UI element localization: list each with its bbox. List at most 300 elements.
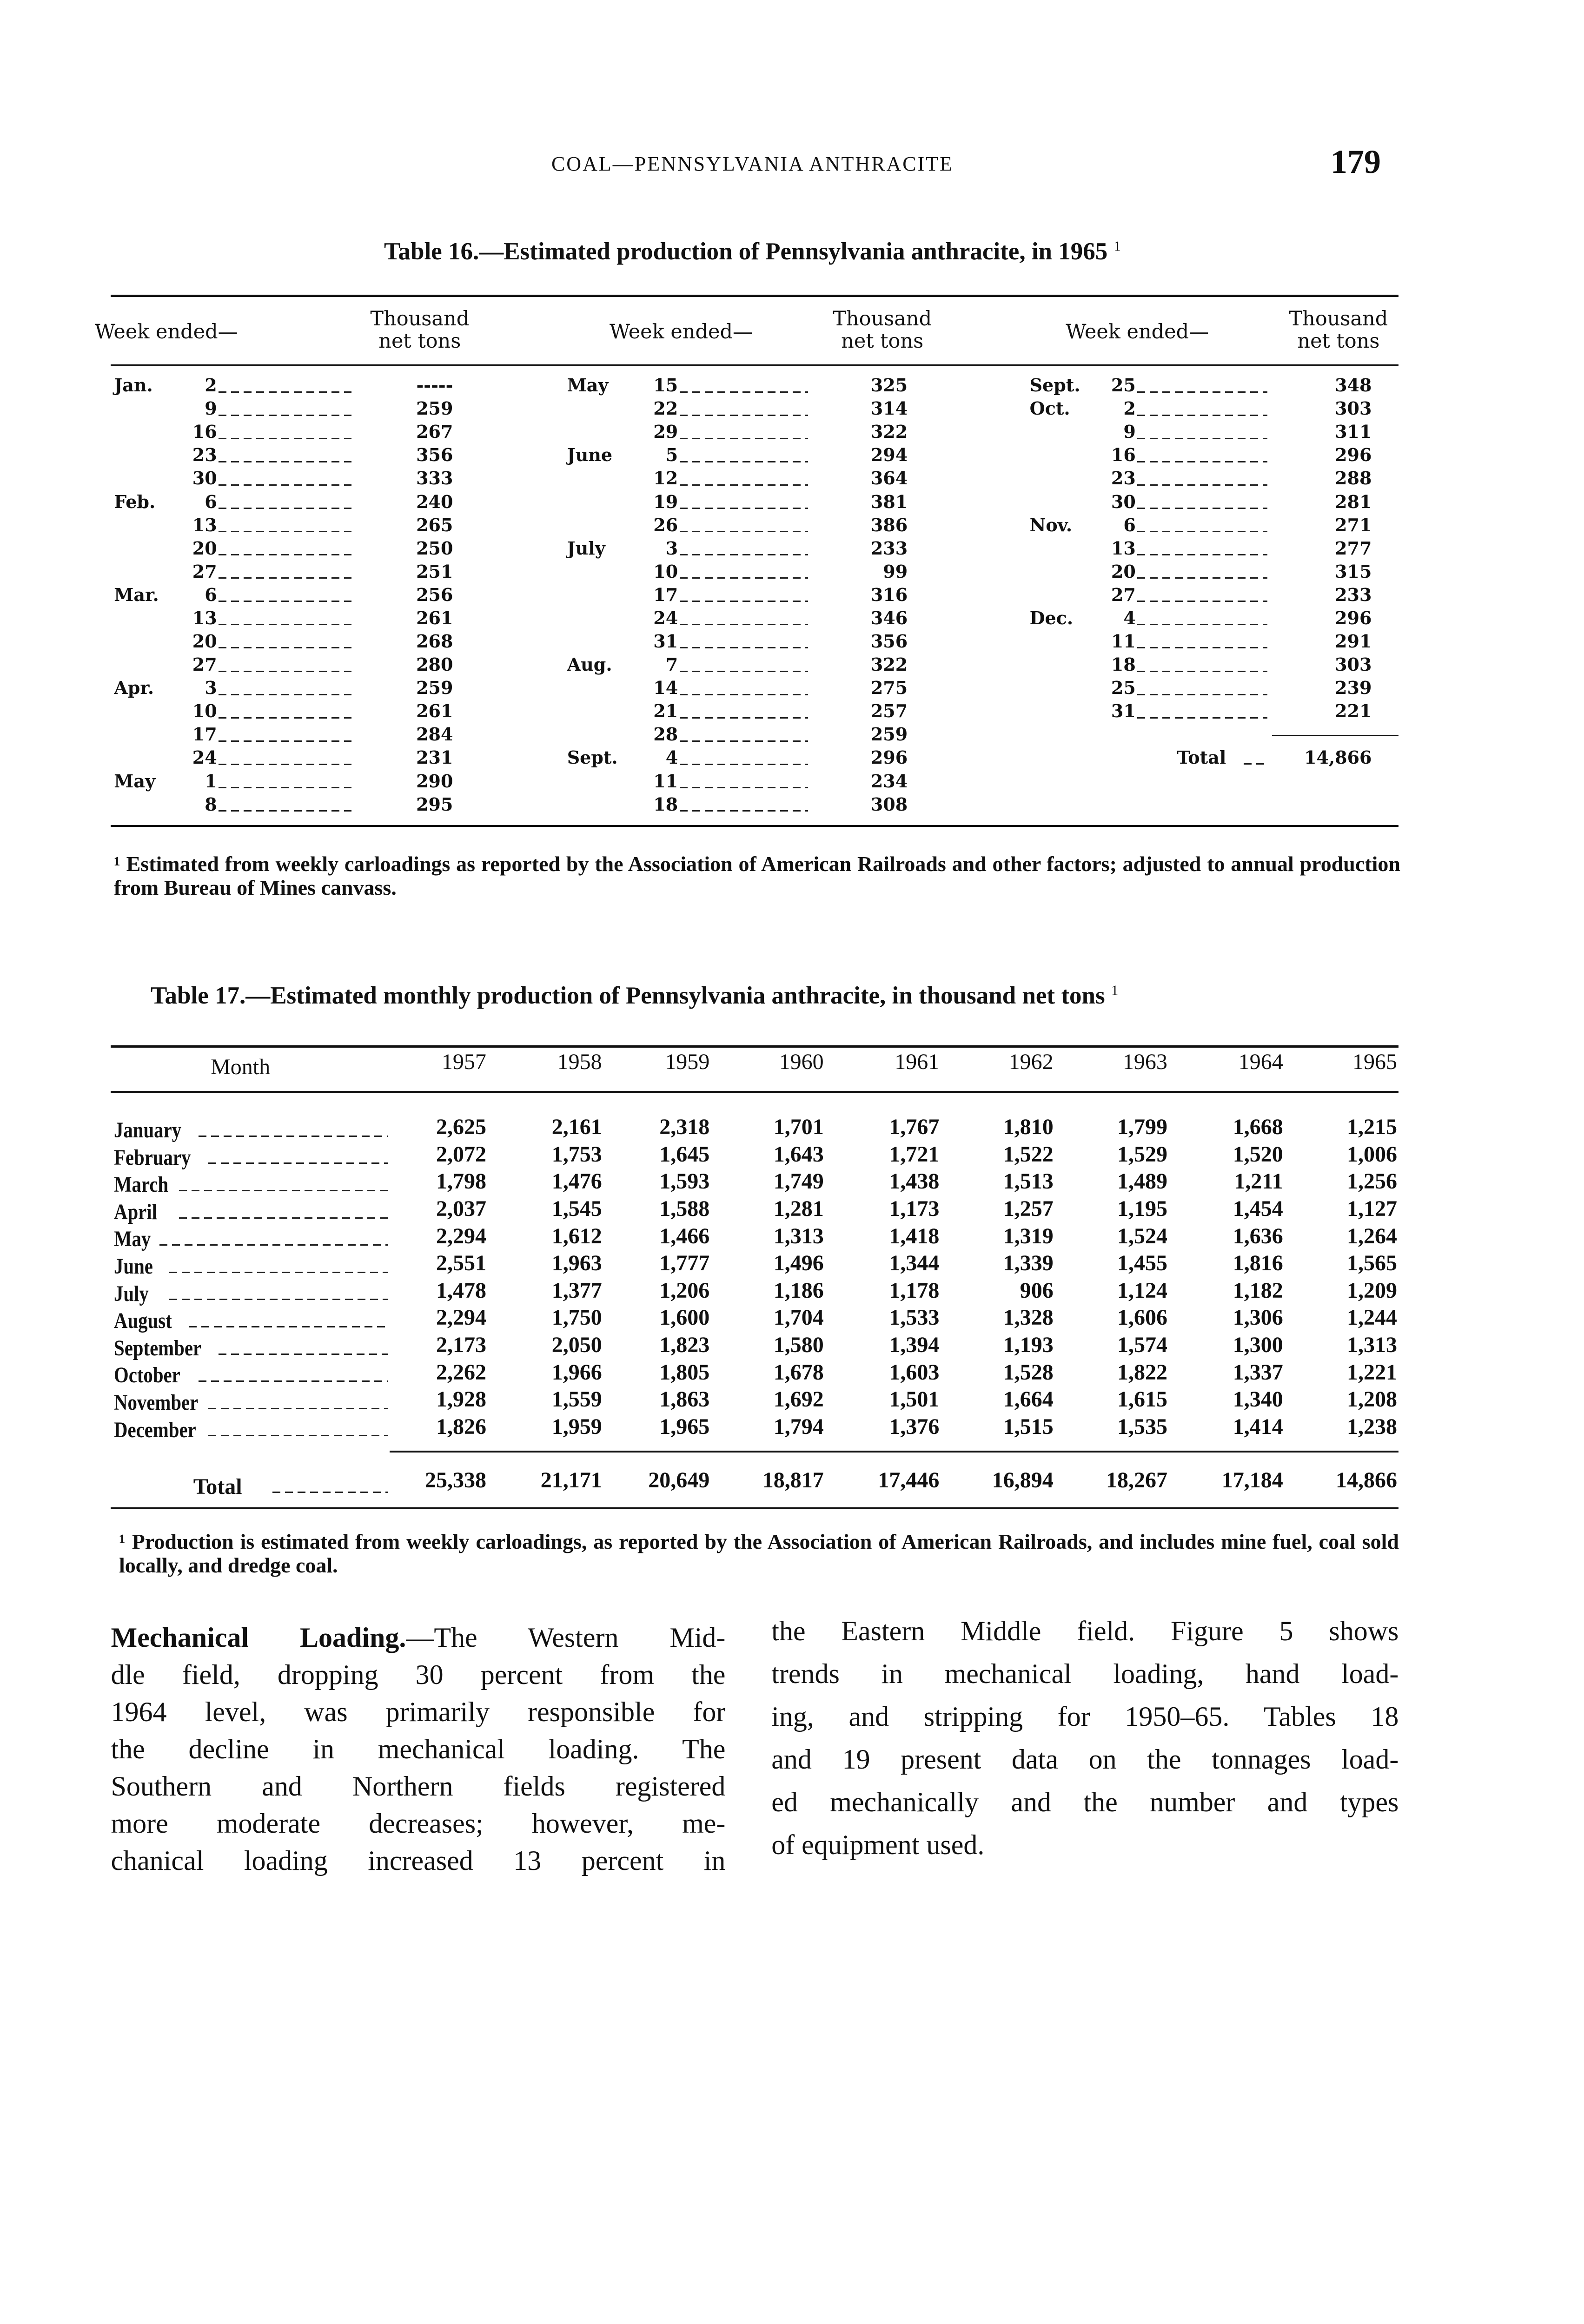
cell-value: 1,636 (1233, 1223, 1283, 1248)
cell-value: 1,264 (1347, 1223, 1397, 1248)
total-value: 17,446 (878, 1467, 940, 1492)
table17-title (151, 982, 1118, 1010)
dot-leader (219, 694, 351, 695)
paragraph-line: ing, and stripping for 1950–65. Tables 18 (771, 1701, 1399, 1732)
row-value: 233 (1335, 584, 1372, 605)
cell-value: 1,515 (1003, 1414, 1054, 1439)
row-month (114, 1225, 157, 1253)
dot-leader (680, 787, 808, 788)
cell-value: 1,798 (436, 1169, 486, 1194)
row-value: 259 (416, 677, 453, 699)
cell-value: 1,344 (889, 1251, 940, 1276)
dot-leader (680, 415, 808, 416)
paragraph-line: the Eastern Middle field. Figure 5 shows (771, 1616, 1399, 1647)
cell-value: 1,209 (1347, 1278, 1397, 1303)
cell-value: 1,822 (1117, 1360, 1167, 1385)
dot-leader (680, 554, 808, 555)
page-number: 179 (1331, 143, 1381, 180)
month-label: June (114, 1254, 153, 1279)
total-value: 16,894 (992, 1467, 1054, 1492)
row-day: 25 (1111, 677, 1136, 699)
cell-value: 1,454 (1233, 1196, 1283, 1221)
row-day: 20 (192, 537, 217, 559)
cell-value: 1,750 (551, 1305, 602, 1330)
header-thousand: Thousand (1289, 307, 1388, 331)
row-value: 325 (870, 375, 908, 396)
month-label: May (114, 1227, 151, 1252)
row-day: 17 (653, 584, 678, 605)
cell-value: 1,006 (1347, 1142, 1397, 1167)
cell-value: 1,963 (551, 1251, 602, 1276)
header-year: 1958 (557, 1050, 602, 1075)
cell-value: 1,186 (773, 1278, 824, 1303)
row-value: 290 (416, 770, 453, 792)
cell-value: 906 (1020, 1278, 1054, 1303)
row-day: 28 (653, 724, 678, 745)
row-month: May (567, 375, 609, 396)
cell-value: 2,294 (436, 1305, 486, 1330)
cell-value: 1,195 (1117, 1196, 1167, 1221)
cell-value: 1,206 (659, 1278, 710, 1303)
row-month (114, 1171, 178, 1198)
table17-top-rule (111, 1045, 1398, 1048)
dot-leader (219, 508, 351, 509)
cell-value: 1,823 (659, 1332, 710, 1357)
row-day: 23 (192, 444, 217, 466)
header-net-tons: net tons (378, 330, 461, 353)
paragraph-line: trends in mechanical loading, hand load- (771, 1658, 1399, 1690)
cell-value: 1,559 (551, 1387, 602, 1412)
dot-leader (219, 438, 351, 439)
dot-leader (272, 1492, 388, 1493)
row-value: 259 (416, 398, 453, 419)
row-value: 271 (1335, 514, 1372, 535)
paragraph-line: 1964 level, was primarily responsible for (111, 1697, 726, 1728)
row-month: Oct. (1029, 398, 1070, 419)
dot-leader (219, 647, 351, 648)
row-day: 9 (1123, 421, 1136, 442)
dot-leader (219, 671, 351, 672)
row-value: ----- (416, 375, 453, 396)
cell-value: 1,339 (1003, 1251, 1054, 1276)
row-value: 296 (1335, 607, 1372, 628)
row-day: 5 (665, 444, 678, 466)
row-day: 18 (653, 793, 678, 815)
row-day: 3 (665, 537, 678, 559)
cell-value: 1,306 (1233, 1305, 1283, 1330)
row-day: 16 (1111, 444, 1136, 466)
cell-value: 1,643 (773, 1142, 824, 1167)
dot-leader (680, 764, 808, 765)
cell-value: 1,753 (551, 1142, 602, 1167)
dot-leader (680, 601, 808, 602)
row-day: 2 (205, 375, 217, 396)
row-value: 322 (870, 654, 908, 675)
header-thousand: Thousand (370, 307, 470, 331)
row-day: 14 (653, 677, 678, 699)
row-day: 31 (653, 631, 678, 652)
paragraph-line: the decline in mechanical loading. The (111, 1734, 726, 1765)
dot-leader (680, 624, 808, 625)
month-label: September (114, 1335, 202, 1360)
cell-value: 1,376 (889, 1414, 940, 1439)
cell-value: 2,262 (436, 1360, 486, 1385)
cell-value: 1,211 (1234, 1169, 1283, 1194)
running-head: COAL—PENNSYLVANIA ANTHRACITE (551, 152, 954, 175)
row-day: 24 (653, 607, 678, 628)
cell-value: 1,394 (889, 1332, 940, 1357)
row-value: 231 (416, 747, 453, 768)
total-value: 14,866 (1304, 746, 1372, 768)
row-value: 316 (870, 584, 908, 605)
paragraph-line: Southern and Northern fields registered (111, 1771, 726, 1802)
dot-leader (208, 1408, 388, 1409)
cell-value: 2,173 (436, 1332, 486, 1357)
dot-leader (1137, 531, 1267, 532)
row-day: 3 (205, 677, 217, 699)
cell-value: 1,257 (1003, 1196, 1054, 1221)
row-day: 23 (1111, 468, 1136, 489)
cell-value: 1,520 (1233, 1142, 1283, 1167)
cell-value: 1,513 (1003, 1169, 1054, 1194)
dot-leader (179, 1217, 388, 1219)
row-month: Mar. (114, 584, 159, 605)
row-value: 277 (1335, 537, 1372, 559)
row-value: 259 (870, 724, 908, 745)
cell-value: 1,208 (1347, 1387, 1397, 1412)
row-day: 4 (665, 747, 678, 768)
cell-value: 1,701 (773, 1115, 824, 1140)
row-month (114, 1144, 205, 1171)
dot-leader (219, 717, 351, 719)
header-week-ended: Week ended— (1066, 320, 1209, 343)
header-year: 1964 (1238, 1050, 1283, 1075)
cell-value: 1,588 (659, 1196, 710, 1221)
cell-value: 1,668 (1233, 1115, 1283, 1140)
cell-value: 2,037 (436, 1196, 486, 1221)
dot-leader (208, 1162, 388, 1164)
row-day: 9 (205, 398, 217, 419)
table17-header-rule (111, 1091, 1398, 1093)
row-month (114, 1253, 160, 1280)
cell-value: 2,294 (436, 1223, 486, 1248)
row-day: 17 (192, 724, 217, 745)
row-month: July (567, 537, 605, 559)
header-week-ended: Week ended— (610, 320, 753, 343)
row-value: 296 (870, 747, 908, 768)
total-value: 25,338 (425, 1467, 486, 1492)
dot-leader (1137, 624, 1267, 625)
cell-value: 1,826 (436, 1414, 486, 1439)
row-day: 6 (205, 584, 217, 605)
cell-value: 1,173 (889, 1196, 940, 1221)
row-value: 257 (870, 700, 908, 722)
row-month: Jan. (114, 375, 153, 396)
cell-value: 1,522 (1003, 1142, 1054, 1167)
cell-value: 1,749 (773, 1169, 824, 1194)
row-value: 275 (870, 677, 908, 699)
paragraph-line: more moderate decreases; however, me- (111, 1808, 726, 1839)
dot-leader (219, 577, 351, 579)
cell-value: 1,615 (1117, 1387, 1167, 1412)
row-value: 333 (416, 468, 453, 489)
cell-value: 1,959 (551, 1414, 602, 1439)
header-year: 1959 (665, 1050, 710, 1075)
row-value: 356 (870, 631, 908, 652)
header-net-tons: net tons (1297, 330, 1380, 353)
month-label: August (114, 1308, 172, 1334)
row-value: 322 (870, 421, 908, 442)
row-day: 19 (653, 491, 678, 512)
header-year: 1960 (779, 1050, 824, 1075)
dot-leader (1137, 461, 1267, 462)
dot-leader (219, 531, 351, 532)
dot-leader (219, 1353, 388, 1355)
row-value: 265 (416, 514, 453, 535)
cell-value: 1,600 (659, 1305, 710, 1330)
row-month (114, 1389, 213, 1416)
dot-leader (680, 577, 808, 579)
dot-leader (1137, 484, 1267, 486)
cell-value: 1,438 (889, 1169, 940, 1194)
row-value: 281 (1335, 491, 1372, 512)
cell-value: 1,337 (1233, 1360, 1283, 1385)
month-label: February (114, 1145, 191, 1170)
row-day: 7 (665, 654, 678, 675)
row-value: 288 (1335, 468, 1372, 489)
row-day: 29 (653, 421, 678, 442)
row-value: 99 (883, 561, 908, 582)
cell-value: 1,124 (1117, 1278, 1167, 1303)
row-month (114, 1307, 182, 1334)
dot-leader (159, 1244, 388, 1246)
dot-leader (219, 391, 351, 393)
cell-value: 1,193 (1003, 1332, 1054, 1357)
row-value: 311 (1335, 421, 1372, 442)
dot-leader (189, 1326, 388, 1327)
row-day: 25 (1111, 375, 1136, 396)
cell-value: 2,161 (551, 1115, 602, 1140)
row-day: 4 (1123, 607, 1136, 628)
dot-leader (680, 717, 808, 719)
total-value: 17,184 (1221, 1467, 1283, 1492)
cell-value: 1,794 (773, 1414, 824, 1439)
dot-leader (219, 461, 351, 462)
row-value: 386 (870, 514, 908, 535)
header-year: 1961 (895, 1050, 940, 1075)
dot-leader (1137, 508, 1267, 509)
row-day: 27 (192, 654, 217, 675)
cell-value: 1,478 (436, 1278, 486, 1303)
row-month: June (567, 444, 613, 466)
table16-title (0, 238, 1505, 265)
dot-leader (219, 764, 351, 765)
row-month: Apr. (114, 677, 154, 699)
cell-value: 1,313 (1347, 1332, 1397, 1357)
row-value: 314 (870, 398, 908, 419)
row-value: 251 (416, 561, 453, 582)
dot-leader (199, 1136, 388, 1137)
row-day: 31 (1111, 700, 1136, 722)
row-value: 346 (870, 607, 908, 628)
cell-value: 2,551 (436, 1251, 486, 1276)
cell-value: 1,603 (889, 1360, 940, 1385)
total-label: Total (193, 1474, 242, 1499)
footnote-mark: 1 (1113, 238, 1121, 254)
cell-value: 1,805 (659, 1360, 710, 1385)
cell-value: 1,533 (889, 1305, 940, 1330)
dot-leader (1137, 717, 1267, 719)
paragraph-line: and 19 present data on the tonnages load- (771, 1744, 1399, 1775)
row-value: 233 (870, 537, 908, 559)
row-value: 295 (416, 793, 453, 815)
row-day: 1 (205, 770, 217, 792)
month-label: October (114, 1363, 181, 1388)
cell-value: 1,574 (1117, 1332, 1167, 1357)
cell-value: 1,300 (1233, 1332, 1283, 1357)
row-value: 356 (416, 444, 453, 466)
cell-value: 1,377 (551, 1278, 602, 1303)
row-day: 26 (653, 514, 678, 535)
row-day: 13 (1111, 537, 1136, 559)
dot-leader (1137, 415, 1267, 416)
row-value: 308 (870, 793, 908, 815)
dot-leader (1137, 671, 1267, 672)
dot-leader (169, 1299, 388, 1300)
dot-leader (219, 624, 351, 625)
month-label: December (114, 1417, 196, 1442)
dot-leader (680, 484, 808, 486)
cell-value: 1,414 (1233, 1414, 1283, 1439)
row-value: 303 (1335, 654, 1372, 675)
cell-value: 1,816 (1233, 1251, 1283, 1276)
table17-footnote: ¹ Production is estimated from weekly carloadings, as reported by the Association of American Railroads, and includes mine fuel, coal sold locally, and dredge coal. (119, 1530, 1399, 1577)
dot-leader (680, 694, 808, 695)
row-value: 280 (416, 654, 453, 675)
dot-leader (219, 484, 351, 486)
cell-value: 1,256 (1347, 1169, 1397, 1194)
cell-value: 1,535 (1117, 1414, 1167, 1439)
dot-leader (219, 787, 351, 788)
row-day: 6 (1123, 514, 1136, 535)
cell-value: 1,692 (773, 1387, 824, 1412)
dot-leader (680, 647, 808, 648)
dot-leader (1137, 554, 1267, 555)
cell-value: 1,580 (773, 1332, 824, 1357)
cell-value: 1,281 (773, 1196, 824, 1221)
section-heading: Mechanical Loading. (111, 1622, 406, 1653)
cell-value: 1,645 (659, 1142, 710, 1167)
row-day: 24 (192, 747, 217, 768)
dot-leader (219, 601, 351, 602)
dot-leader (1137, 601, 1267, 602)
row-value: 239 (1335, 677, 1372, 699)
dot-leader (680, 531, 808, 532)
table17-bottom-rule (111, 1507, 1398, 1509)
cell-value: 1,799 (1117, 1115, 1167, 1140)
row-value: 381 (870, 491, 908, 512)
row-value: 291 (1335, 631, 1372, 652)
cell-value: 1,238 (1347, 1414, 1397, 1439)
month-label: July (114, 1281, 149, 1306)
row-month (114, 1361, 192, 1389)
dot-leader (1137, 694, 1267, 695)
header-year: 1963 (1122, 1050, 1167, 1075)
cell-value: 1,418 (889, 1223, 940, 1248)
dot-leader (219, 415, 351, 416)
cell-value: 1,777 (659, 1251, 710, 1276)
row-value: 234 (870, 770, 908, 792)
cell-value: 1,810 (1003, 1115, 1054, 1140)
header-month: Month (211, 1054, 271, 1079)
row-day: 15 (653, 375, 678, 396)
row-value: 240 (416, 491, 453, 512)
row-month: Feb. (114, 491, 156, 512)
dot-leader (680, 461, 808, 462)
row-day: 2 (1123, 398, 1136, 419)
cell-value: 1,524 (1117, 1223, 1167, 1248)
cell-value: 1,182 (1233, 1278, 1283, 1303)
dot-leader (219, 554, 351, 555)
row-day: 22 (653, 398, 678, 419)
row-month: Dec. (1029, 607, 1074, 628)
total-value: 18,267 (1106, 1467, 1167, 1492)
paragraph-line: of equipment used. (771, 1829, 985, 1861)
row-day: 21 (653, 700, 678, 722)
table16-header-rule (111, 364, 1398, 366)
dot-leader (680, 391, 808, 393)
table16-top-rule (111, 295, 1398, 297)
row-month: Nov. (1029, 514, 1073, 535)
row-month: Sept. (567, 747, 618, 768)
row-day: 30 (1111, 491, 1136, 512)
total-value: 20,649 (648, 1467, 710, 1492)
cell-value: 1,127 (1347, 1196, 1397, 1221)
cell-value: 1,966 (551, 1360, 602, 1385)
table17-total-rule (390, 1451, 1398, 1452)
cell-value: 1,606 (1117, 1305, 1167, 1330)
cell-value: 1,612 (551, 1223, 602, 1248)
cell-value: 1,489 (1117, 1169, 1167, 1194)
table17-title-text: Table 17.—Estimated monthly production of Pennsylvania anthracite, in thousand net tons (151, 982, 1105, 1009)
cell-value: 1,529 (1117, 1142, 1167, 1167)
cell-value: 1,767 (889, 1115, 940, 1140)
cell-value: 1,215 (1347, 1115, 1397, 1140)
header-year: 1957 (441, 1050, 486, 1075)
dot-leader (208, 1435, 388, 1436)
row-day: 13 (192, 514, 217, 535)
footnote-mark: 1 (1111, 982, 1119, 998)
total-value: 14,866 (1336, 1467, 1397, 1492)
cell-value: 1,244 (1347, 1305, 1397, 1330)
cell-value: 2,072 (436, 1142, 486, 1167)
cell-value: 1,965 (659, 1414, 710, 1439)
dot-leader (680, 438, 808, 439)
row-day: 27 (1111, 584, 1136, 605)
month-label: January (114, 1117, 182, 1142)
row-day: 20 (192, 631, 217, 652)
row-day: 11 (1111, 631, 1136, 652)
header-week-ended: Week ended— (94, 320, 238, 343)
paragraph-line: Mechanical Loading.—The Western Mid- (111, 1622, 726, 1653)
row-day: 10 (192, 700, 217, 722)
row-value: 256 (416, 584, 453, 605)
row-value: 250 (416, 537, 453, 559)
row-month (114, 1198, 165, 1226)
cell-value: 1,593 (659, 1169, 710, 1194)
cell-value: 1,455 (1117, 1251, 1167, 1276)
dot-leader (199, 1380, 388, 1382)
